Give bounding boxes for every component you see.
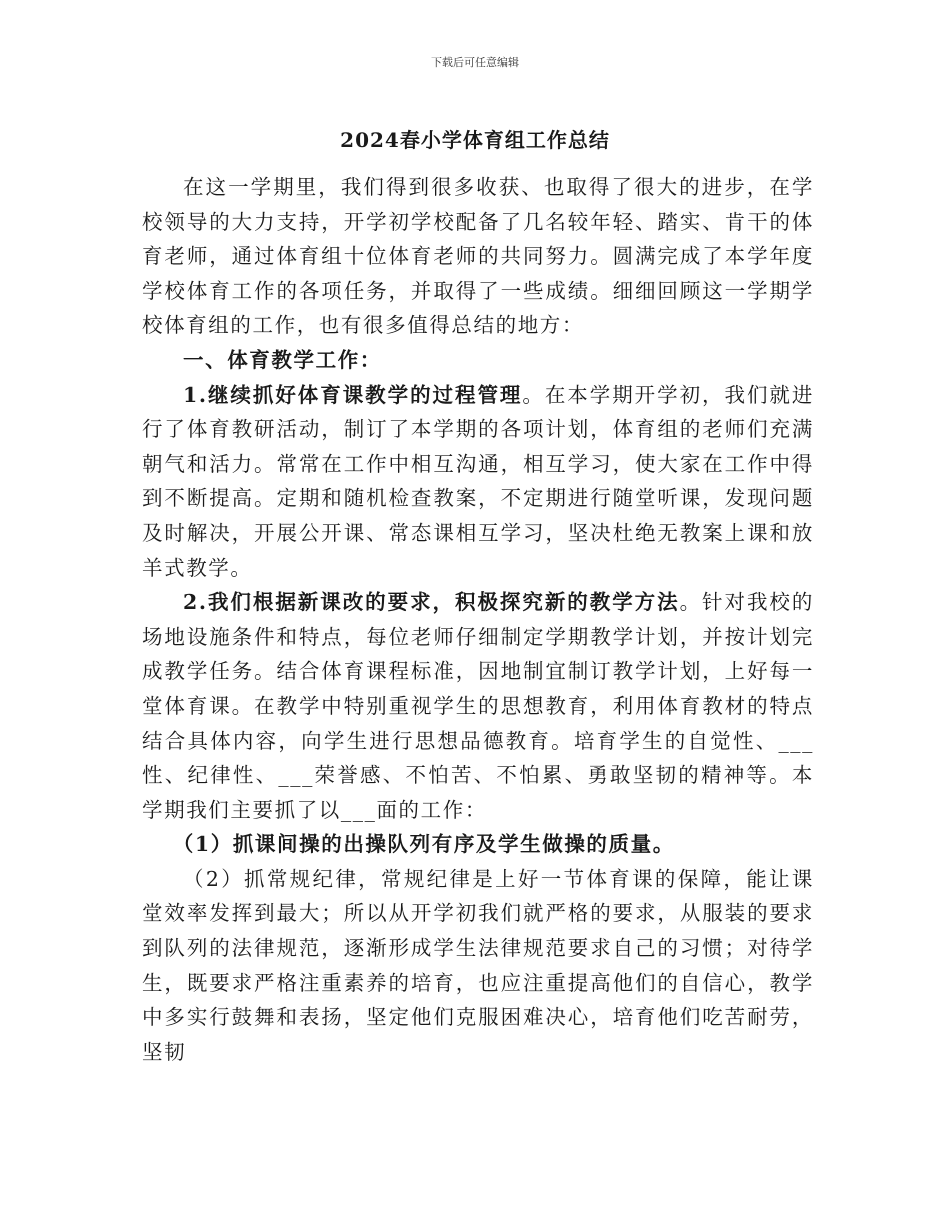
item-2-lead: 2.我们根据新课改的要求，积极探究新的教学方法 [183, 590, 680, 615]
item-1-text: 。在本学期开学初，我们就进行了体育教研活动，制订了本学期的各项计划，体育组的老师们充满朝气和活力。常常在工作中相互沟通，相互学习，使大家在工作中得到不断提高。定期和随机检查教案，不定期进行随堂听课，发现问题及时解决，开展公开课、常态课相互学习，坚决杜绝无教案上课和放羊式教学。 [142, 382, 814, 580]
item-1-lead: 1.继续抓好体育课教学的过程管理 [183, 382, 523, 407]
header-note: 下载后可任意编辑 [431, 56, 519, 69]
intro-paragraph: 在这一学期里，我们得到很多收获、也取得了很大的进步，在学校领导的大力支持，开学初学校配备了几名较年轻、踏实、肯干的体育老师，通过体育组十位体育老师的共同努力。圆满完成了本学年度学校体育工作的各项任务，并取得了一些成绩。细细回顾这一学期学校体育组的工作，也有很多值得总结的地方： [142, 175, 814, 338]
section-heading-1: 一、体育教学工作： [183, 347, 382, 372]
item-2-text: 。针对我校的场地设施条件和特点，每位老师仔细制定学期教学计划，并按计划完成教学任务。结合体育课程标准，因地制宜制订教学计划，上好每一堂体育课。在教学中特别重视学生的思想教育，利用体育教材的特点结合具体内容，向学生进行思想品德教育。培育学生的自觉性、___性、纪律性、___荣誉感、不怕苦、不怕累、勇敢坚韧的精神等。本学期我们主要抓了以___面的工作： [142, 590, 814, 822]
document-body [142, 170, 814, 1069]
document-title: 2024春小学体育组工作总结 [340, 128, 610, 152]
item-1-paragraph [142, 378, 814, 586]
sub-item-1: （1）抓课间操的出操队列有序及学生做操的质量。 [172, 832, 675, 857]
item-2-paragraph [142, 585, 814, 827]
sub-item-2: （2）抓常规纪律，常规纪律是上好一节体育课的保障，能让课堂效率发挥到最大；所以从开学初我们就严格的要求，从服装的要求到队列的法律规范，逐渐形成学生法律规范要求自己的习惯；对待学生，既要求严格注重素养的培育，也应注重提高他们的自信心，教学中多实行鼓舞和表扬，坚定他们克服困难决心，培育他们吃苦耐劳，坚韧 [142, 866, 814, 1064]
